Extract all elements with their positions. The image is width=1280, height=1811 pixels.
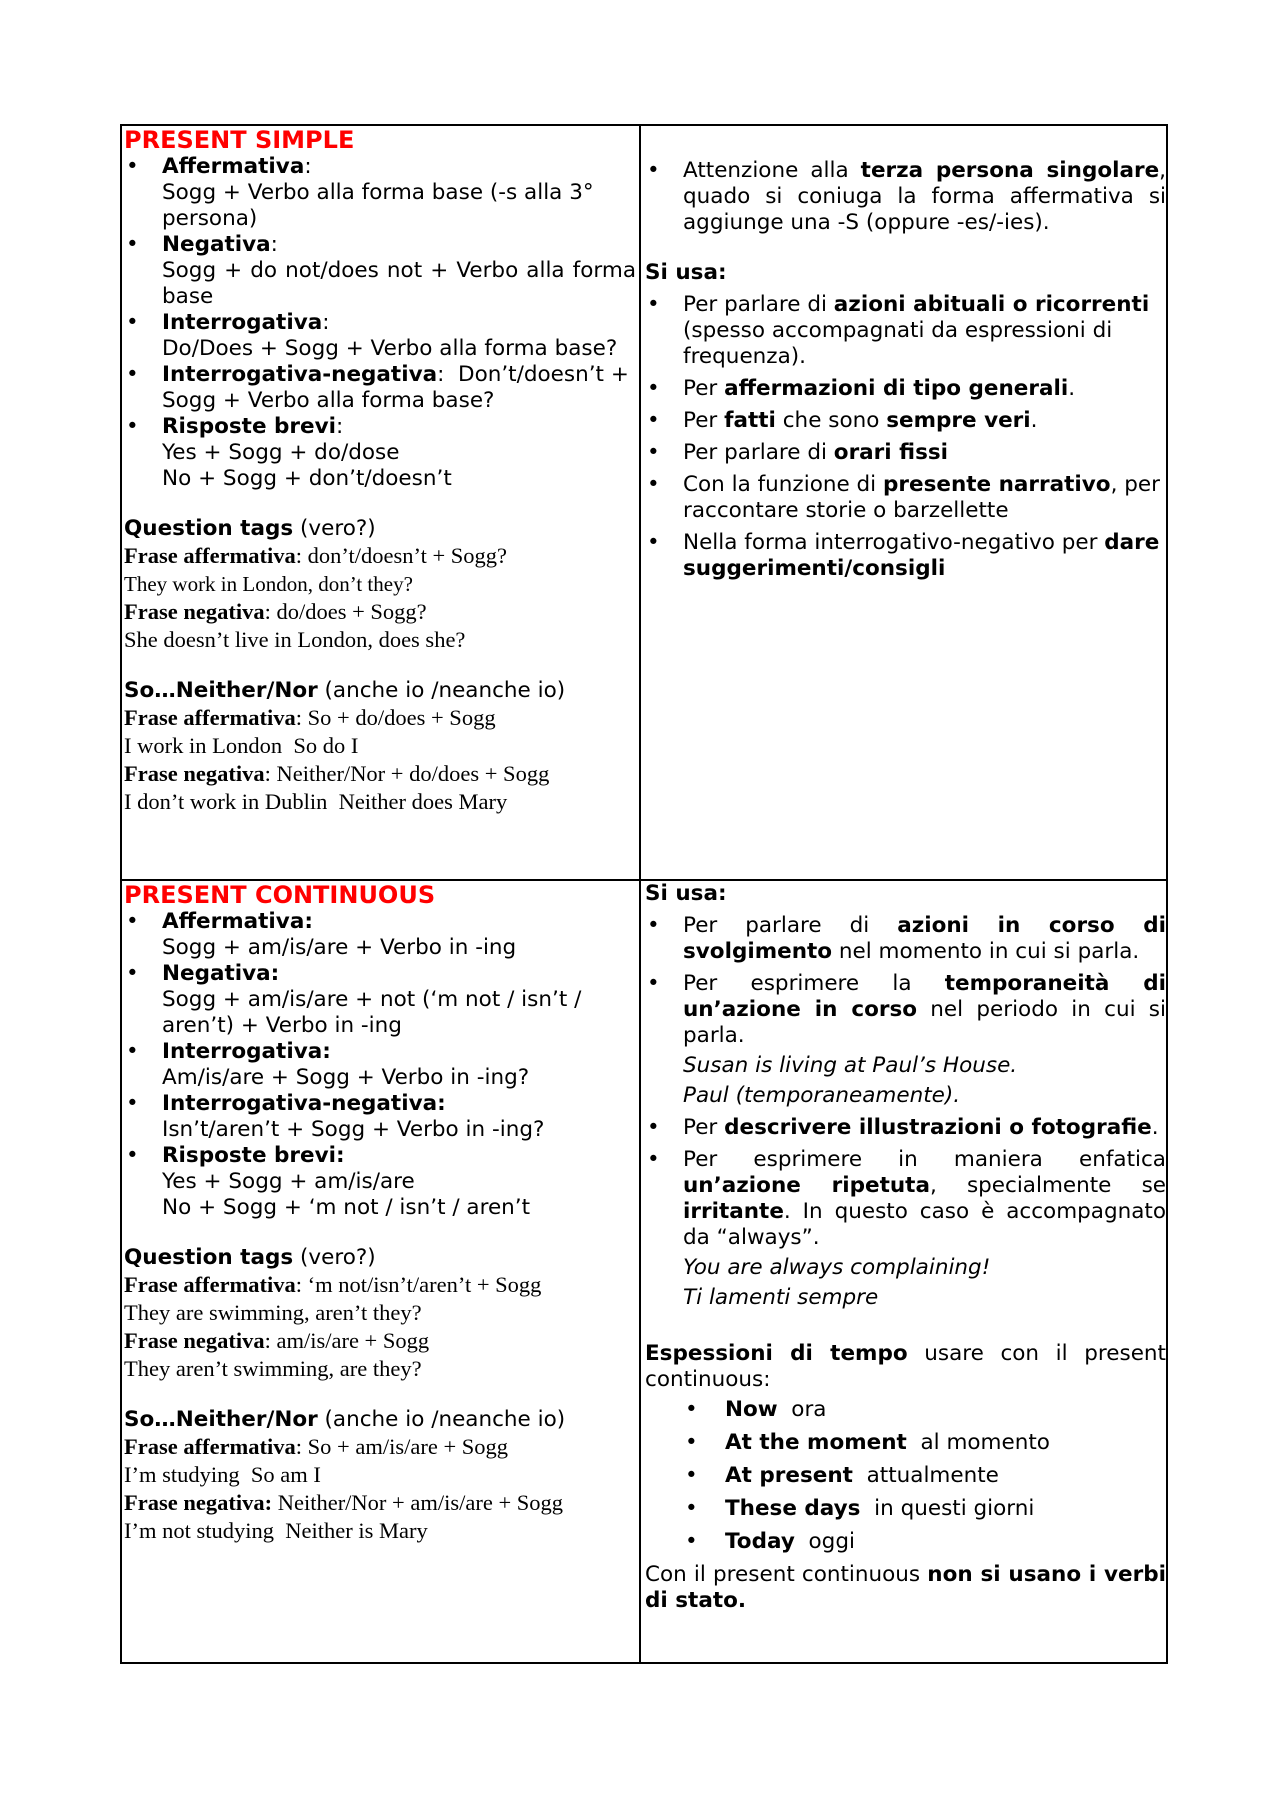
present-simple-cell: PRESENT SIMPLE • Affermativa: Sogg + Verbo alla forma base (-s alla 3° persona) • Negativa: Sogg + do not/does not + Verbo alla forma base • Interrogativa: Do/Does + Sogg + Verbo alla forma base? • Interrogativa-negativa: Don’t/doesn’t + Sogg + Verbo alla forma base? • Risposte brevi: Yes + Sogg + do/dose No + Sogg + don’t/doesn’t Question tags (vero?) Frase affermativa: don’t/doesn’t + Sogg? They work in London, don’t they? Frase negativa: do/does + Sogg? She doesn’t live in London, does she? So…Neither/Nor (anche io /neanche io) Frase affermativa: So + do/does + Sogg I work in London So do I Frase negativa: Neither/Nor + do/does + Sogg I don’t work in Dublin Neither does Mary: [124, 126, 636, 816]
list-item: • At present attualmente: [685, 1463, 1166, 1489]
time-expressions-list: [645, 1397, 1166, 1555]
si-usa-heading: Si usa:: [645, 260, 727, 285]
list-item: • Per esprimere la temporaneità di un’azione in corso nel periodo in cui si parla. Susan is living at Paul’s House. Paul (temporaneamente).: [645, 971, 1166, 1109]
so-neither-heading: So…Neither/Nor (anche io /neanche io): [124, 678, 566, 703]
list-item: • Affermativa: Sogg + Verbo alla forma base (-s alla 3° persona): [124, 154, 636, 232]
state-verbs-note: Con il present continuous non si usano i verbi di stato.: [645, 1562, 1166, 1613]
present-continuous-usage-cell: [645, 881, 1166, 1614]
si-usa-heading: Si usa:: [645, 881, 727, 906]
list-item: • Negativa: Sogg + do not/does not + Verbo alla forma base: [124, 232, 636, 310]
list-item: • Interrogativa-negativa: Don’t/doesn’t + Sogg + Verbo alla forma base?: [124, 362, 636, 414]
list-item: • Interrogativa: Do/Does + Sogg + Verbo alla forma base?: [124, 310, 636, 362]
list-item: • Per parlare di azioni in corso di svolgimento nel momento in cui si parla.: [645, 913, 1166, 965]
question-tags-heading: Question tags (vero?): [124, 516, 376, 541]
list-item: • Con la funzione di presente narrativo, per raccontare storie o barzellette: [645, 472, 1166, 524]
simple-forms-list: [124, 154, 636, 492]
column-divider: [639, 124, 641, 1664]
question-tags-heading: Question tags (vero?): [124, 1245, 376, 1270]
list-item: • Interrogativa: Am/is/are + Sogg + Verbo in -ing?: [124, 1039, 636, 1091]
so-neither-heading: So…Neither/Nor (anche io /neanche io): [124, 1407, 566, 1432]
time-expressions-heading: Espessioni di tempo usare con il present continuous:: [645, 1341, 1166, 1392]
list-item: • Per affermazioni di tipo generali.: [645, 376, 1166, 402]
list-item: • Affermativa: Sogg + am/is/are + Verbo in -ing: [124, 909, 636, 961]
list-item: • Negativa: Sogg + am/is/are + not (‘m not / isn’t / aren’t) + Verbo in -ing: [124, 961, 636, 1039]
present-continuous-cell: PRESENT CONTINUOUS • Affermativa: Sogg + am/is/are + Verbo in -ing • Negativa: Sogg + am/is/are + not (‘m not / isn’t / aren’t) + Verbo in -ing • Interrogativa: Am/is/are + Sogg + Verbo in -ing? • Interrogativa-negativa: Isn’t/aren’t + Sogg + Verbo in -ing? • Risposte brevi: Yes + Sogg + am/is/are No + Sogg + ‘m not / isn’t / aren’t Question tags (vero?) Frase affermativa: ‘m not/isn’t/aren’t + Sogg They are swimming, aren’t they? Frase negativa: am/is/are + Sogg They aren’t swimming, are they? So…Neither/Nor (anche io /neanche io) Frase affermativa: So + am/is/are + Sogg I’m studying So am I Frase negativa: Neither/Nor + am/is/are + Sogg I’m not studying Neither is Mary: [124, 881, 636, 1545]
present-simple-usage-cell: [645, 126, 1166, 582]
present-continuous-title: PRESENT CONTINUOUS: [124, 881, 436, 909]
list-item: • Per parlare di azioni abituali o ricorrenti (spesso accompagnati da espressioni di frequenza).: [645, 292, 1166, 370]
list-item: • Risposte brevi: Yes + Sogg + do/dose No + Sogg + don’t/doesn’t: [124, 414, 636, 492]
list-item: • Risposte brevi: Yes + Sogg + am/is/are No + Sogg + ‘m not / isn’t / aren’t: [124, 1143, 636, 1221]
list-item: • Per parlare di orari fissi: [645, 440, 1166, 466]
list-item: • Per fatti che sono sempre veri.: [645, 408, 1166, 434]
list-item: • These days in questi giorni: [685, 1496, 1166, 1522]
list-item: • Today oggi: [685, 1529, 1166, 1555]
present-simple-title: PRESENT SIMPLE: [124, 126, 355, 154]
list-item: • Attenzione alla terza persona singolare, quado si coniuga la forma affermativa si aggiunge una -S (oppure -es/-ies).: [645, 158, 1166, 236]
list-item: • Per esprimere in maniera enfatica un’azione ripetuta, specialmente se irritante. In questo caso è accompagnato da “always”. You are always complaining! Ti lamenti sempre: [645, 1147, 1166, 1311]
simple-usage-list: [645, 292, 1166, 582]
list-item: • Per descrivere illustrazioni o fotografie.: [645, 1115, 1166, 1141]
list-item: • Nella forma interrogativo-negativo per dare suggerimenti/consigli: [645, 530, 1166, 582]
continuous-forms-list: [124, 909, 636, 1221]
list-item: • At the moment al momento: [685, 1430, 1166, 1456]
list-item: • Now ora: [685, 1397, 1166, 1423]
continuous-usage-list: [645, 913, 1166, 1311]
list-item: • Interrogativa-negativa: Isn’t/aren’t + Sogg + Verbo in -ing?: [124, 1091, 636, 1143]
